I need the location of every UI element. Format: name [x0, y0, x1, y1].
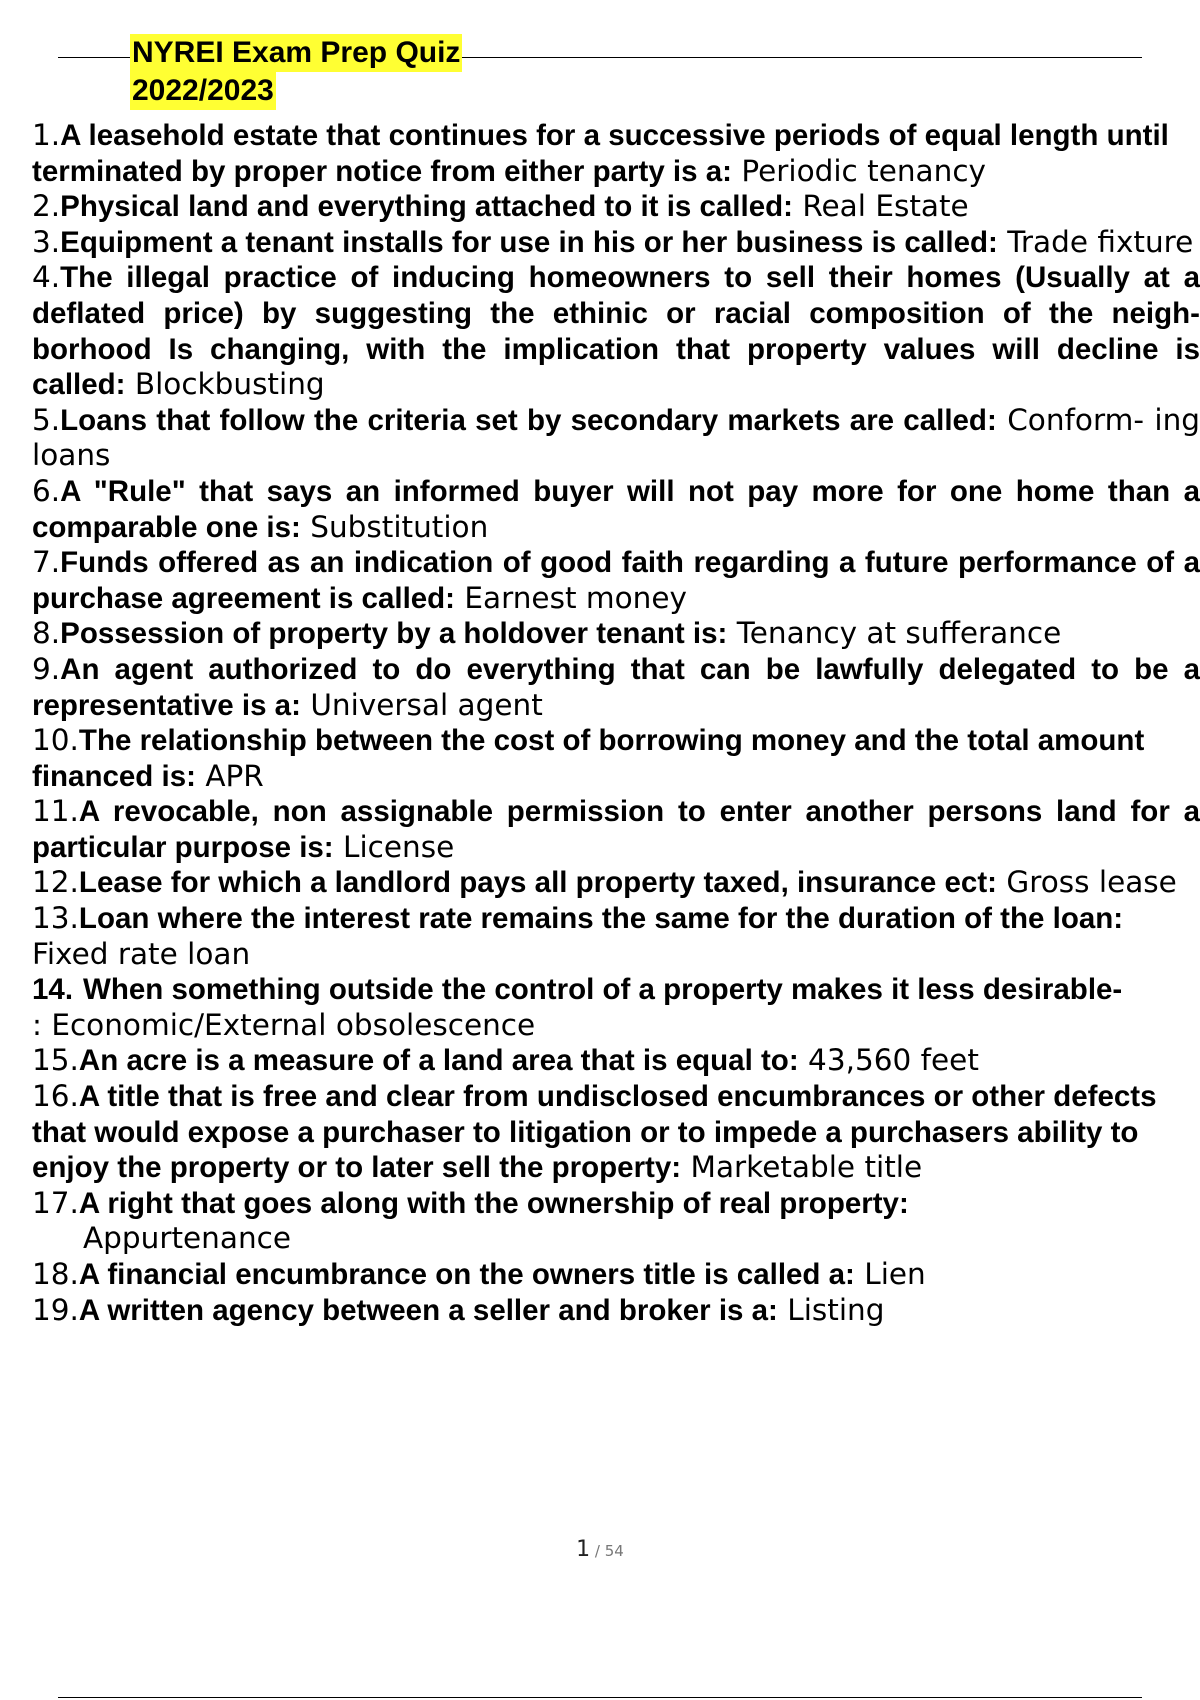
question-text: A "Rule" that says an informed buyer will not pay more for one home than a comparable one is: [32, 474, 1200, 544]
answer-text: Periodic tenancy [741, 153, 987, 188]
question-number: 6. [32, 473, 61, 508]
question-text: The illegal practice of inducing homeowners to sell their homes (Usually at a deflated price) by suggesting the ethinic or racial composition of the neigh- borhood Is changing, with the implication that property values will decline is called: [32, 261, 1200, 402]
question-item [32, 403, 1200, 474]
question-item [32, 901, 1200, 972]
question-item [32, 972, 1200, 1043]
question-text: A revocable, non assignable permission to enter another persons land for a particular purpose is: [32, 795, 1200, 864]
question-number: 13. [32, 901, 79, 936]
answer-text: : Economic/External obsolescence [32, 1007, 536, 1042]
question-number: 5. [32, 402, 61, 437]
answer-text: APR [205, 758, 264, 793]
question-number: 8. [32, 616, 61, 651]
question-number: 16. [32, 1079, 79, 1114]
question-item [32, 652, 1200, 723]
question-item [32, 474, 1200, 545]
question-item [32, 189, 1200, 225]
page-total: / 54 [590, 1542, 624, 1560]
question-number: 19. [32, 1292, 79, 1327]
question-text: Possession of property by a holdover tenant is: [60, 617, 728, 651]
question-number: 11. [32, 794, 79, 829]
question-text-wrap [32, 972, 1200, 1008]
answer-text: Substitution [310, 509, 489, 544]
title-line-2: 2022/2023 [130, 72, 276, 110]
question-text: Loan where the interest rate remains the same for the duration of the loan: [78, 902, 1124, 936]
question-number: 12. [32, 865, 79, 900]
question-item [32, 1079, 1200, 1186]
answer-text: Universal agent [310, 687, 543, 722]
question-item [32, 260, 1200, 402]
question-item [32, 545, 1200, 616]
question-item [32, 1293, 1200, 1329]
question-text: A written agency between a seller and broker is a: [78, 1293, 778, 1327]
answer-text: License [343, 829, 455, 864]
question-text: A leasehold estate that continues for a successive periods of equal length until terminated by proper notice from either party is a: [32, 119, 1169, 188]
question-text: When something outside the control of a property makes it less desirable- [83, 973, 1123, 1007]
answer-text: Listing [787, 1292, 885, 1327]
question-text: An agent authorized to do everything that can be lawfully delegated to be a representative is a: [32, 652, 1200, 722]
document-title [130, 34, 462, 110]
question-number: 18. [32, 1257, 79, 1291]
question-item [32, 1043, 1200, 1079]
answer-text: Gross lease [1006, 865, 1177, 900]
answer-text: Marketable title [690, 1150, 923, 1185]
question-number: 10. [32, 723, 79, 758]
answer-text: Lien [864, 1257, 926, 1291]
page-current: 1 [576, 1537, 591, 1562]
question-text: Equipment a tenant installs for use in his or her business is called: [60, 225, 998, 259]
answer-text: Blockbusting [134, 367, 325, 402]
answer-text: Appurtenance [83, 1221, 292, 1256]
question-text: Physical land and everything attached to it is called: [60, 190, 793, 224]
question-text: A financial encumbrance on the owners title is called a: [78, 1258, 855, 1291]
question-item [32, 723, 1200, 794]
question-text: A right that goes along with the ownership of real property: [78, 1186, 909, 1220]
question-number: 4. [32, 260, 61, 295]
question-item [32, 1186, 1200, 1257]
question-number: 14. [32, 973, 74, 1007]
question-text: Funds offered as an indication of good faith regarding a future performance of a purchase agreement is called: [32, 546, 1200, 615]
question-number: 15. [32, 1043, 79, 1078]
answer-text: 43,560 feet [808, 1043, 979, 1078]
answer-text: Real Estate [802, 189, 969, 224]
question-text: The relationship between the cost of borrowing money and the total amount financed is: [32, 724, 1145, 793]
question-number: 1. [32, 118, 61, 152]
question-number: 17. [32, 1185, 79, 1220]
question-item [32, 865, 1200, 901]
answer-text: Trade fixture [1007, 224, 1194, 259]
question-number: 3. [32, 224, 61, 259]
answer-text: Conform- ing loans [32, 402, 1200, 473]
question-item [32, 225, 1200, 261]
question-item [32, 794, 1200, 865]
question-number: 7. [32, 545, 61, 580]
page-number [0, 1537, 1200, 1562]
question-text: Lease for which a landlord pays all property taxed, insurance ect: [78, 866, 997, 900]
answer-text: Tenancy at sufferance [736, 616, 1062, 651]
question-number: 2. [32, 189, 61, 224]
question-list [32, 118, 1200, 1328]
question-number: 9. [32, 651, 61, 686]
question-item [32, 616, 1200, 652]
question-item [32, 1257, 1200, 1293]
question-item [32, 118, 1200, 189]
answer-text: Earnest money [464, 580, 687, 615]
question-text: A title that is free and clear from undisclosed encumbrances or other defects that would expose a purchaser to litigation or to impede a purchasers ability to enjoy the property or to later sell the property: [32, 1080, 1157, 1185]
question-text: Loans that follow the criteria set by secondary markets are called: [60, 403, 997, 437]
question-text: An acre is a measure of a land area that is equal to: [78, 1044, 799, 1078]
answer-text: Fixed rate loan [32, 936, 251, 971]
title-line-1: NYREI Exam Prep Quiz [130, 34, 462, 72]
footer-rule [58, 1697, 1142, 1698]
